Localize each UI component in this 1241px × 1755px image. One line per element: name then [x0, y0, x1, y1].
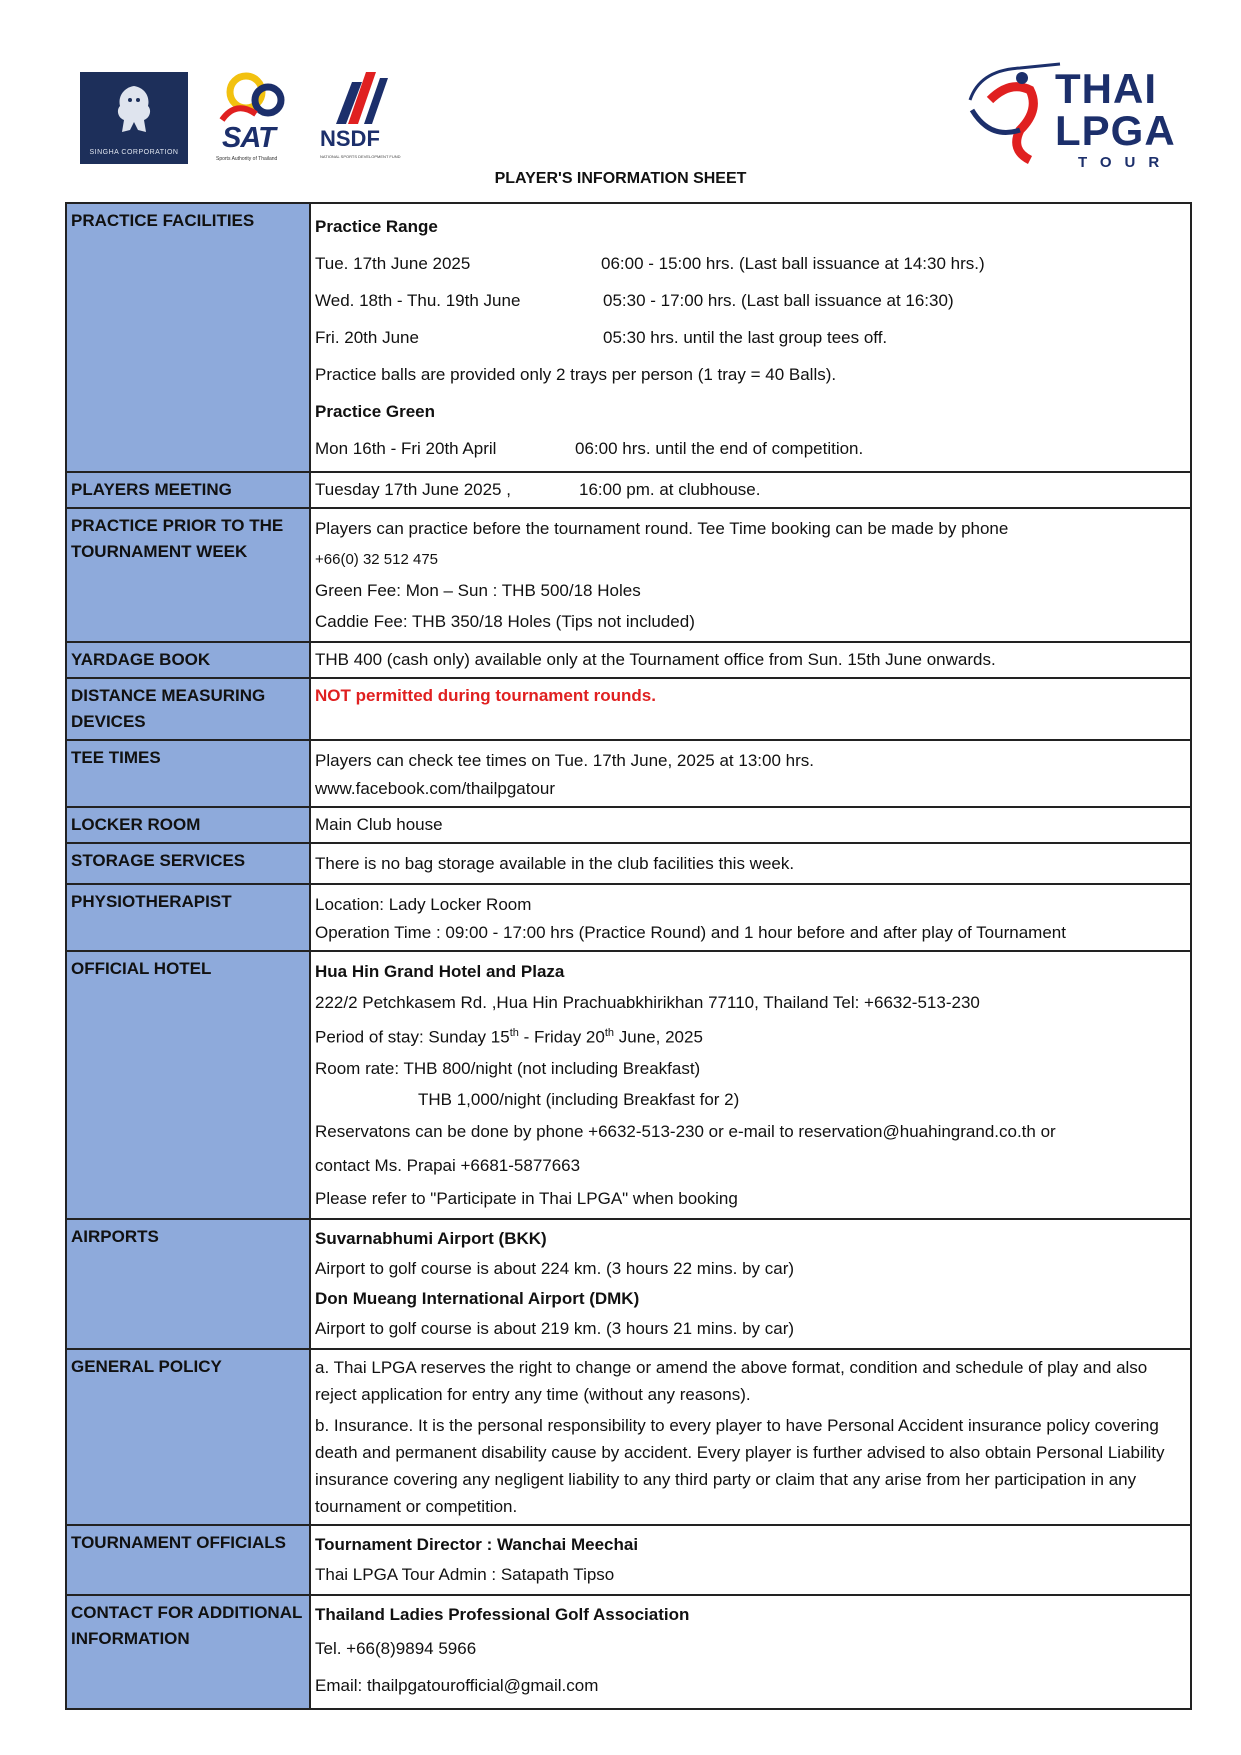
sat-caption: Sports Authority of Thailand — [216, 156, 278, 162]
policy-a: a. Thai LPGA reserves the right to change or amend the above format, condition and schedule of play and also reject application for entry any time (without any reasons). — [315, 1357, 1148, 1404]
schedule-time: 05:30 hrs. until the last group tees off. — [603, 328, 888, 347]
nsdf-emblem-icon — [332, 70, 392, 126]
row-label: STORAGE SERVICES — [66, 843, 310, 884]
tour-admin: Thai LPGA Tour Admin : Satapath Tipso — [315, 1564, 615, 1584]
row-distance-devices — [66, 678, 1191, 740]
sat-emblem-icon — [216, 70, 298, 130]
bkk-note: Airport to golf course is about 224 km. (3 hours 22 mins. by car) — [315, 1258, 795, 1278]
tournament-director: Tournament Director : Wanchai Meechai — [315, 1534, 639, 1554]
range-schedule-2 — [315, 282, 1186, 319]
meeting-time: 16:00 pm. at clubhouse. — [579, 480, 761, 499]
lpga-word-tour: TOUR — [1078, 154, 1173, 171]
hotel-reservation: Reservatons can be done by phone +6632-513-230 or e-mail to reservation@huahingrand.co.th or — [315, 1121, 1056, 1141]
singha-caption: SINGHA CORPORATION — [89, 149, 179, 156]
practice-range-heading: Practice Range — [315, 217, 438, 236]
hotel-address: 222/2 Petchkasem Rd. ,Hua Hin Prachuabkhirikhan 77110, Thailand Tel: +6632-513-230 — [315, 993, 980, 1012]
practice-green-heading: Practice Green — [315, 402, 436, 421]
sat-logo — [216, 70, 298, 164]
meeting-day: Tuesday 17th June 2025 , — [315, 480, 511, 499]
stay-sup: th — [604, 1027, 615, 1039]
row-content — [310, 472, 1191, 508]
row-practice-facilities — [66, 203, 1191, 472]
balls-note: Practice balls are provided only 2 trays per person (1 tray = 40 Balls). — [315, 365, 837, 384]
thai-lpga-logo — [960, 60, 1241, 170]
row-label: OFFICIAL HOTEL — [66, 951, 310, 1219]
stay-text: - Friday 20 — [518, 1027, 605, 1047]
row-general-policy — [66, 1349, 1191, 1525]
row-label: PRACTICE PRIOR TO THE TOURNAMENT WEEK — [66, 508, 310, 642]
physio-hours: Operation Time : 09:00 - 17:00 hrs (Practice Round) and 1 hour before and after play of Tournament — [315, 923, 1066, 942]
hotel-stay-period — [315, 1018, 1186, 1053]
logo-bar — [80, 60, 1200, 170]
physio-location: Location: Lady Locker Room — [315, 895, 532, 914]
storage-text: There is no bag storage available in the club facilities this week. — [315, 854, 795, 873]
row-label: GENERAL POLICY — [66, 1349, 310, 1525]
practice-prior-line: Players can practice before the tournament round. Tee Time booking can be made by phone — [315, 519, 1009, 538]
row-label: PRACTICE FACILITIES — [66, 203, 310, 472]
row-content — [310, 807, 1191, 843]
row-official-hotel — [66, 951, 1191, 1219]
schedule-day: Wed. 18th - Thu. 19th June — [315, 291, 521, 310]
row-label: PHYSIOTHERAPIST — [66, 884, 310, 951]
hotel-name: Hua Hin Grand Hotel and Plaza — [315, 962, 565, 981]
row-content — [310, 1219, 1191, 1349]
row-content — [310, 740, 1191, 807]
row-content — [310, 642, 1191, 678]
green-schedule — [315, 430, 1186, 467]
schedule-day: Tue. 17th June 2025 — [315, 254, 471, 273]
row-label: TOURNAMENT OFFICIALS — [66, 1525, 310, 1595]
row-airports — [66, 1219, 1191, 1349]
room-rate-2: THB 1,000/night (including Breakfast for 2) — [418, 1089, 740, 1109]
row-content — [310, 1525, 1191, 1595]
stay-text: Period of stay: Sunday 15 — [315, 1027, 510, 1047]
range-schedule-1 — [315, 245, 1186, 282]
contact-org: Thailand Ladies Professional Golf Association — [315, 1604, 690, 1624]
facebook-link[interactable]: www.facebook.com/thailpgatour — [315, 779, 556, 798]
row-content — [310, 678, 1191, 740]
row-storage — [66, 843, 1191, 884]
row-label: LOCKER ROOM — [66, 807, 310, 843]
row-locker-room — [66, 807, 1191, 843]
row-label: AIRPORTS — [66, 1219, 310, 1349]
row-officials — [66, 1525, 1191, 1595]
row-content — [310, 1595, 1191, 1709]
row-label: CONTACT FOR ADDITIONAL INFORMATION — [66, 1595, 310, 1709]
row-contact — [66, 1595, 1191, 1709]
row-content — [310, 951, 1191, 1219]
meeting-line — [315, 477, 1186, 503]
row-content — [310, 884, 1191, 951]
range-schedule-3 — [315, 319, 1186, 356]
golfer-swing-icon — [960, 60, 1070, 170]
room-rate-1: Room rate: THB 800/night (not including Breakfast) — [315, 1058, 701, 1078]
hotel-refer: Please refer to "Participate in Thai LPGA" when booking — [315, 1188, 738, 1208]
schedule-time: 06:00 - 15:00 hrs. (Last ball issuance at 14:30 hrs.) — [601, 254, 985, 273]
bkk-name: Suvarnabhumi Airport (BKK) — [315, 1228, 547, 1248]
row-label: TEE TIMES — [66, 740, 310, 807]
row-practice-prior — [66, 508, 1191, 642]
caddie-fee: Caddie Fee: THB 350/18 Holes (Tips not included) — [315, 612, 695, 631]
sat-wordmark: SAT — [222, 122, 275, 154]
schedule-day: Fri. 20th June — [315, 328, 419, 347]
schedule-time: 05:30 - 17:00 hrs. (Last ball issuance at 16:30) — [603, 291, 954, 310]
lpga-word-thai: THAI — [1055, 65, 1157, 112]
tee-times-text: Players can check tee times on Tue. 17th June, 2025 at 13:00 hrs. — [315, 751, 814, 770]
row-yardage-book — [66, 642, 1191, 678]
row-label: YARDAGE BOOK — [66, 642, 310, 678]
hotel-contact: contact Ms. Prapai +6681-5877663 — [315, 1155, 581, 1175]
stay-text: June, 2025 — [614, 1027, 703, 1047]
nsdf-caption: NATIONAL SPORTS DEVELOPMENT FUND — [320, 154, 401, 159]
page-title: PLAYER'S INFORMATION SHEET — [494, 170, 747, 187]
lpga-word-lpga: LPGA — [1055, 107, 1176, 154]
schedule-time: 06:00 hrs. until the end of competition. — [575, 439, 864, 458]
policy-b: b. Insurance. It is the personal responsibility to every player to have Personal Accident insurance policy covering death and permanent disability cause by accident. Every player is further advised to also obtain Personal Liability insurance covering any negligent liability to any third party or claim that any arise from her participation in any tournament or competition. — [315, 1415, 1165, 1516]
singha-logo — [80, 72, 188, 164]
row-content — [310, 843, 1191, 884]
contact-tel: Tel. +66(8)9894 5966 — [315, 1638, 477, 1658]
stay-sup: th — [509, 1027, 519, 1039]
yardage-text: THB 400 (cash only) available only at the Tournament office from Sun. 15th June onwards. — [315, 650, 996, 669]
row-content — [310, 203, 1191, 472]
nsdf-wordmark: NSDF — [320, 126, 380, 151]
row-tee-times — [66, 740, 1191, 807]
green-fee: Green Fee: Mon – Sun : THB 500/18 Holes — [315, 581, 641, 600]
row-label: DISTANCE MEASURING DEVICES — [66, 678, 310, 740]
dmk-note: Airport to golf course is about 219 km. (3 hours 21 mins. by car) — [315, 1318, 795, 1338]
schedule-day: Mon 16th - Fri 20th April — [315, 439, 497, 458]
lion-icon — [112, 84, 156, 134]
contact-email[interactable]: Email: thailpgatourofficial@gmail.com — [315, 1675, 599, 1695]
row-players-meeting — [66, 472, 1191, 508]
row-content — [310, 508, 1191, 642]
locker-text: Main Club house — [315, 815, 443, 834]
booking-phone: +66(0) 32 512 475 — [315, 551, 439, 568]
nsdf-logo — [320, 70, 418, 166]
row-content — [310, 1349, 1191, 1525]
dmk-name: Don Mueang International Airport (DMK) — [315, 1288, 640, 1308]
row-physio — [66, 884, 1191, 951]
distance-warning: NOT permitted during tournament rounds. — [315, 686, 656, 705]
row-label: PLAYERS MEETING — [66, 472, 310, 508]
info-table — [65, 202, 1192, 1710]
